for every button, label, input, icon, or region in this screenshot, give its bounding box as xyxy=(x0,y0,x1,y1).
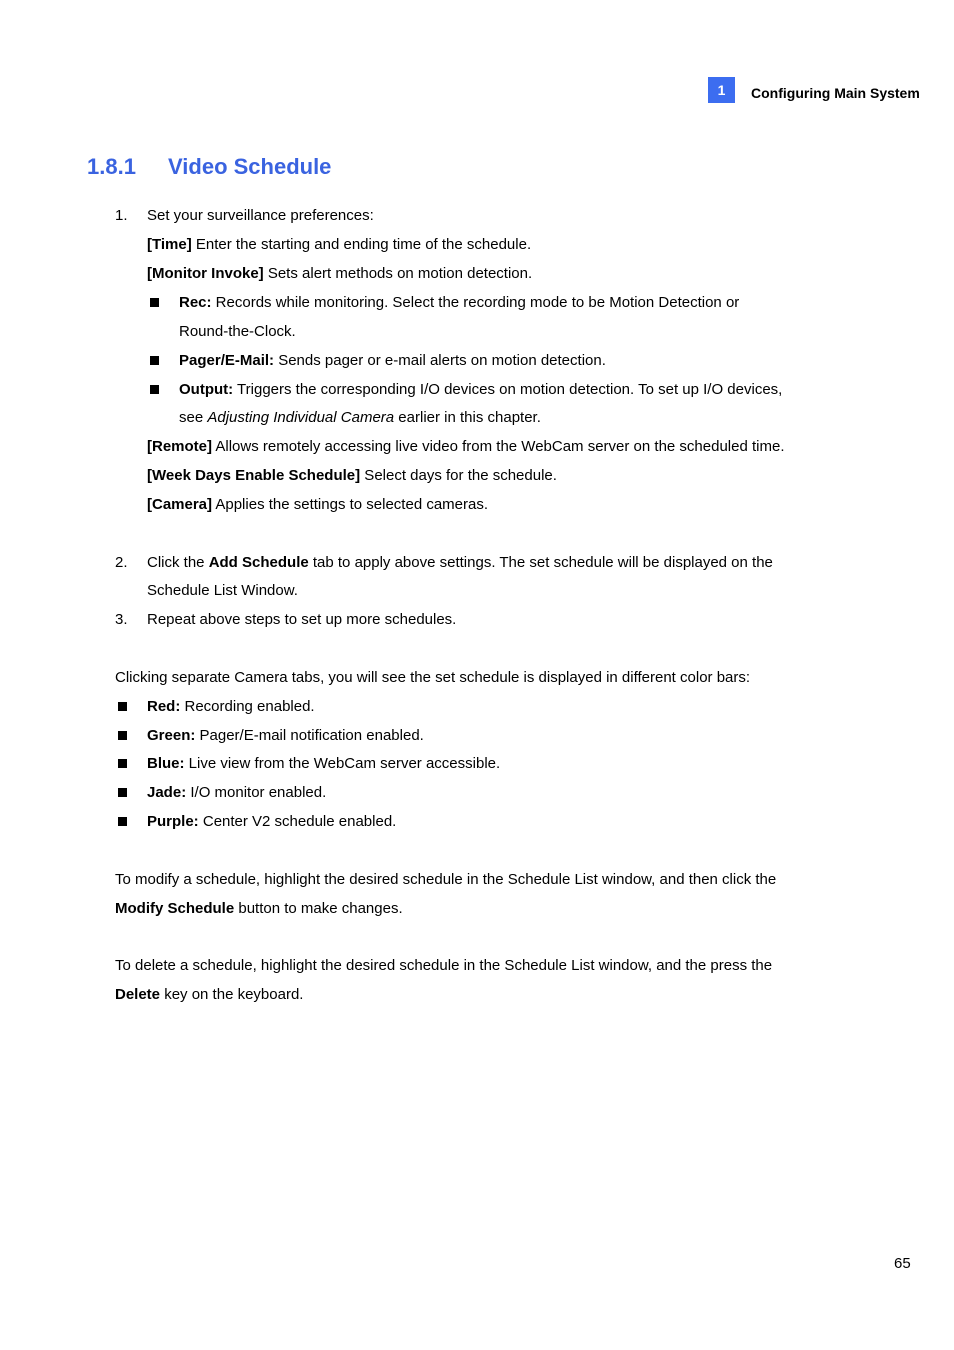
color-label: Jade: xyxy=(147,784,187,801)
color-text: Pager/E-mail notification enabled. xyxy=(195,727,424,744)
color-item-green xyxy=(147,727,424,745)
color-label: Green: xyxy=(147,727,196,744)
color-label: Blue: xyxy=(147,755,185,772)
step-3-text: Repeat above steps to set up more schedules. xyxy=(147,611,457,628)
output-end: earlier in this chapter. xyxy=(394,409,541,426)
remote-text: Allows remotely accessing live video from the WebCam server on the scheduled time. xyxy=(212,438,785,455)
step-2-number: 2. xyxy=(115,554,128,571)
modify-paragraph-continued xyxy=(115,900,403,918)
rec-text: Records while monitoring. Select the recording mode to be Motion Detection or xyxy=(211,294,740,311)
step-1-number: 1. xyxy=(115,207,128,224)
step-2-post: tab to apply above settings. The set schedule will be displayed on the xyxy=(308,554,773,571)
bullet-square-icon xyxy=(118,702,127,711)
rec-text-continued: Round-the-Clock. xyxy=(179,323,296,340)
step-1-text: Set your surveillance preferences: xyxy=(147,207,374,224)
pager-item xyxy=(179,352,606,370)
color-label: Purple: xyxy=(147,813,199,830)
output-see: see xyxy=(179,409,208,426)
bullet-square-icon xyxy=(118,817,127,826)
color-item-red xyxy=(147,698,315,716)
page-number: 65 xyxy=(894,1255,911,1272)
week-days-item xyxy=(147,467,557,485)
pager-label: Pager/E-Mail: xyxy=(179,352,275,369)
delete-rest: key on the keyboard. xyxy=(160,986,304,1003)
camera-text: Applies the settings to selected cameras. xyxy=(212,496,489,513)
modify-rest: button to make changes. xyxy=(234,900,403,917)
delete-term: Delete xyxy=(115,986,161,1003)
modify-schedule-term: Modify Schedule xyxy=(115,900,235,917)
delete-paragraph-continued xyxy=(115,986,303,1004)
monitor-invoke-label: [Monitor Invoke] xyxy=(147,265,264,282)
modify-paragraph: To modify a schedule, highlight the desired schedule in the Schedule List window, and then click the xyxy=(115,871,777,888)
camera-item xyxy=(147,496,488,514)
color-text: I/O monitor enabled. xyxy=(186,784,327,801)
step-2-pre: Click the xyxy=(147,554,209,571)
step-2-text-continued: Schedule List Window. xyxy=(147,582,298,599)
output-label: Output: xyxy=(179,381,234,398)
time-item xyxy=(147,236,531,254)
time-text: Enter the starting and ending time of the schedule. xyxy=(191,236,532,253)
output-text: Triggers the corresponding I/O devices on motion detection. To set up I/O devices, xyxy=(233,381,783,398)
time-label: [Time] xyxy=(147,236,192,253)
output-reference: Adjusting Individual Camera xyxy=(207,409,395,426)
color-text: Recording enabled. xyxy=(180,698,315,715)
remote-label: [Remote] xyxy=(147,438,213,455)
bullet-square-icon xyxy=(118,731,127,740)
monitor-invoke-item xyxy=(147,265,532,283)
delete-paragraph: To delete a schedule, highlight the desired schedule in the Schedule List window, and the press the xyxy=(115,957,773,974)
bullet-square-icon xyxy=(150,298,159,307)
pager-text: Sends pager or e-mail alerts on motion detection. xyxy=(274,352,606,369)
color-item-jade xyxy=(147,784,326,802)
section-title: Video Schedule xyxy=(168,154,332,179)
rec-item xyxy=(179,294,739,312)
bullet-square-icon xyxy=(150,385,159,394)
bullet-square-icon xyxy=(118,759,127,768)
bullet-square-icon xyxy=(118,788,127,797)
color-label: Red: xyxy=(147,698,181,715)
step-2-text xyxy=(147,554,773,572)
output-text-continued xyxy=(179,409,541,427)
week-days-text: Select days for the schedule. xyxy=(360,467,557,484)
step-3-number: 3. xyxy=(115,611,128,628)
chapter-number-badge: 1 xyxy=(708,77,735,103)
chapter-title: Configuring Main System xyxy=(751,85,920,101)
output-item xyxy=(179,381,782,399)
monitor-invoke-text: Sets alert methods on motion detection. xyxy=(263,265,533,282)
camera-label: [Camera] xyxy=(147,496,213,513)
week-days-label: [Week Days Enable Schedule] xyxy=(147,467,361,484)
color-item-purple xyxy=(147,813,396,831)
bullet-square-icon xyxy=(150,356,159,365)
section-number: 1.8.1 xyxy=(87,154,136,179)
color-text: Live view from the WebCam server accessible. xyxy=(184,755,501,772)
colors-intro: Clicking separate Camera tabs, you will see the set schedule is displayed in different color bars: xyxy=(115,669,751,686)
rec-label: Rec: xyxy=(179,294,212,311)
remote-item xyxy=(147,438,785,456)
add-schedule-term: Add Schedule xyxy=(208,554,309,571)
color-item-blue xyxy=(147,755,500,773)
color-text: Center V2 schedule enabled. xyxy=(198,813,397,830)
